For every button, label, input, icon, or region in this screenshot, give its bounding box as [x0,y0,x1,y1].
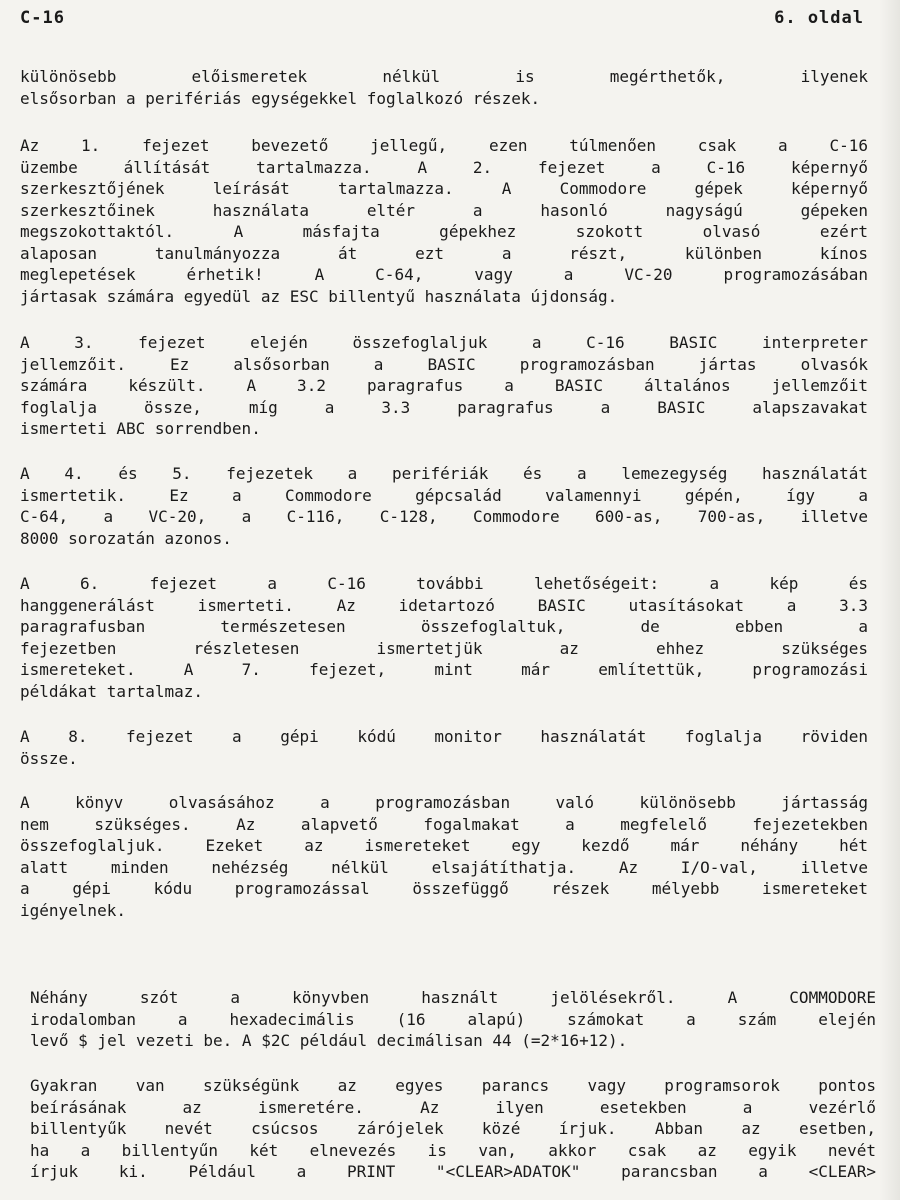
text-line: különösebb előismeretek nélkül is megérthetők, ilyenek [20,67,868,86]
book-title: C-16 [20,8,65,28]
text-line: ha a billentyűn két elnevezés is van, akkor csak az egyik nevét [30,1140,876,1160]
text-line: elsősorban a perifériás egységekkel foglalkozó részek. [20,88,541,108]
text-line: nem szükséges. Az alapvető fogalmakat a megfelelő fejezetekben [20,814,868,834]
text-line: levő $ jel vezeti be. A $2C például decimálisan 44 (=2*16+12). [30,1031,628,1050]
text-line: Az 1. fejezet bevezető jellegű, ezen túlmenően csak a C-16 [20,136,868,155]
text-line: billentyűk nevét csúcsos zárójelek közé írjuk. Abban az esetben, [30,1119,876,1138]
text-line: paragrafusban természetesen összefoglaltuk, de ebben a [20,617,868,636]
text-line: ismereteket. A 7. fejezet, mint már említettük, programozási [20,660,868,679]
text-line: példákat tartalmaz. [20,681,204,701]
paragraph-intro-continuation [20,66,868,109]
text-line: hanggenerálást ismerteti. Az idetartozó BASIC utasításokat a 3.3 [20,595,868,615]
text-line: ismertetik. Ez a Commodore gépcsalád valamennyi gépén, így a [20,485,868,505]
text-line: igényelnek. [20,900,126,920]
text-line: jellemzőit. Ez alsősorban a BASIC programozásban jártas olvasók [20,354,868,374]
paragraph-chapter-3 [20,332,868,440]
text-line: üzembe állítását tartalmazza. A 2. fejezet a C-16 képernyő [20,157,868,177]
text-line: a gépi kódu programozással összefüggő részek mélyebb ismereteket [20,879,868,898]
text-line: alatt minden nehézség nélkül elsajátíthatja. Az I/O-val, illetve [20,857,868,877]
text-line: ismerteti ABC sorrendben. [20,419,261,438]
text-line: megszokottaktól. A másfajta gépekhez szokott olvasó ezért [20,222,868,241]
text-line: Néhány szót a könyvben használt jelölésekről. A COMMODORE [30,988,876,1007]
paragraph-control-keys [30,1075,876,1183]
text-line: jártasak számára egyedül az ESC billentyű használata újdonság. [20,286,618,306]
text-line: irodalomban a hexadecimális (16 alapú) számokat a szám elején [30,1009,876,1029]
text-line: írjuk ki. Például a PRINT "<CLEAR>ADATOK" parancsban a <CLEAR> [30,1162,876,1181]
text-line: beírásának az ismeretére. Az ilyen esetekben a vezérlő [30,1097,876,1117]
paragraph-chapters-6-7 [20,573,868,702]
paragraph-reading-requirements [20,792,868,921]
text-line: A 3. fejezet elején összefoglaljuk a C-16 BASIC interpreter [20,333,868,352]
text-line: számára készült. A 3.2 paragrafus a BASIC általános jellemzőit [20,376,868,395]
text-line: A 8. fejezet a gépi kódú monitor használatát foglalja röviden [20,727,868,746]
text-line: foglalja össze, míg a 3.3 paragrafus a BASIC alapszavakat [20,397,868,417]
text-line: össze. [20,748,78,768]
paragraph-chapter-8 [20,726,868,769]
text-line: fejezetben részletesen ismertetjük az ehhez szükséges [20,638,868,658]
text-line: A könyv olvasásához a programozásban való különösebb jártasság [20,793,868,812]
text-line: összefoglaljuk. Ezeket az ismereteket egy kezdő már néhány hét [20,836,868,855]
text-line: C-64, a VC-20, a C-116, C-128, Commodore 600-as, 700-as, illetve [20,507,868,526]
paragraph-notation [30,987,876,1052]
text-line: meglepetések érhetik! A C-64, vagy a VC-20 programozásában [20,265,868,284]
page-edge-shadow [880,0,900,1200]
paragraph-chapters-4-5 [20,463,868,549]
page-number: 6. oldal [774,8,864,28]
text-line: 8000 sorozatán azonos. [20,528,232,548]
text-line: alaposan tanulmányozza át ezt a részt, különben kínos [20,243,868,263]
text-line: A 6. fejezet a C-16 további lehetőségeit: a kép és [20,574,868,593]
page-header [20,8,864,32]
text-line: Gyakran van szükségünk az egyes parancs vagy programsorok pontos [30,1076,876,1095]
text-line: A 4. és 5. fejezetek a perifériák és a lemezegység használatát [20,464,868,483]
text-line: szerkesztőjének leírását tartalmazza. A Commodore gépek képernyő [20,179,868,198]
text-line: szerkesztőinek használata eltér a hasonló nagyságú gépeken [20,200,868,220]
paragraph-chapters-1-2 [20,135,868,307]
